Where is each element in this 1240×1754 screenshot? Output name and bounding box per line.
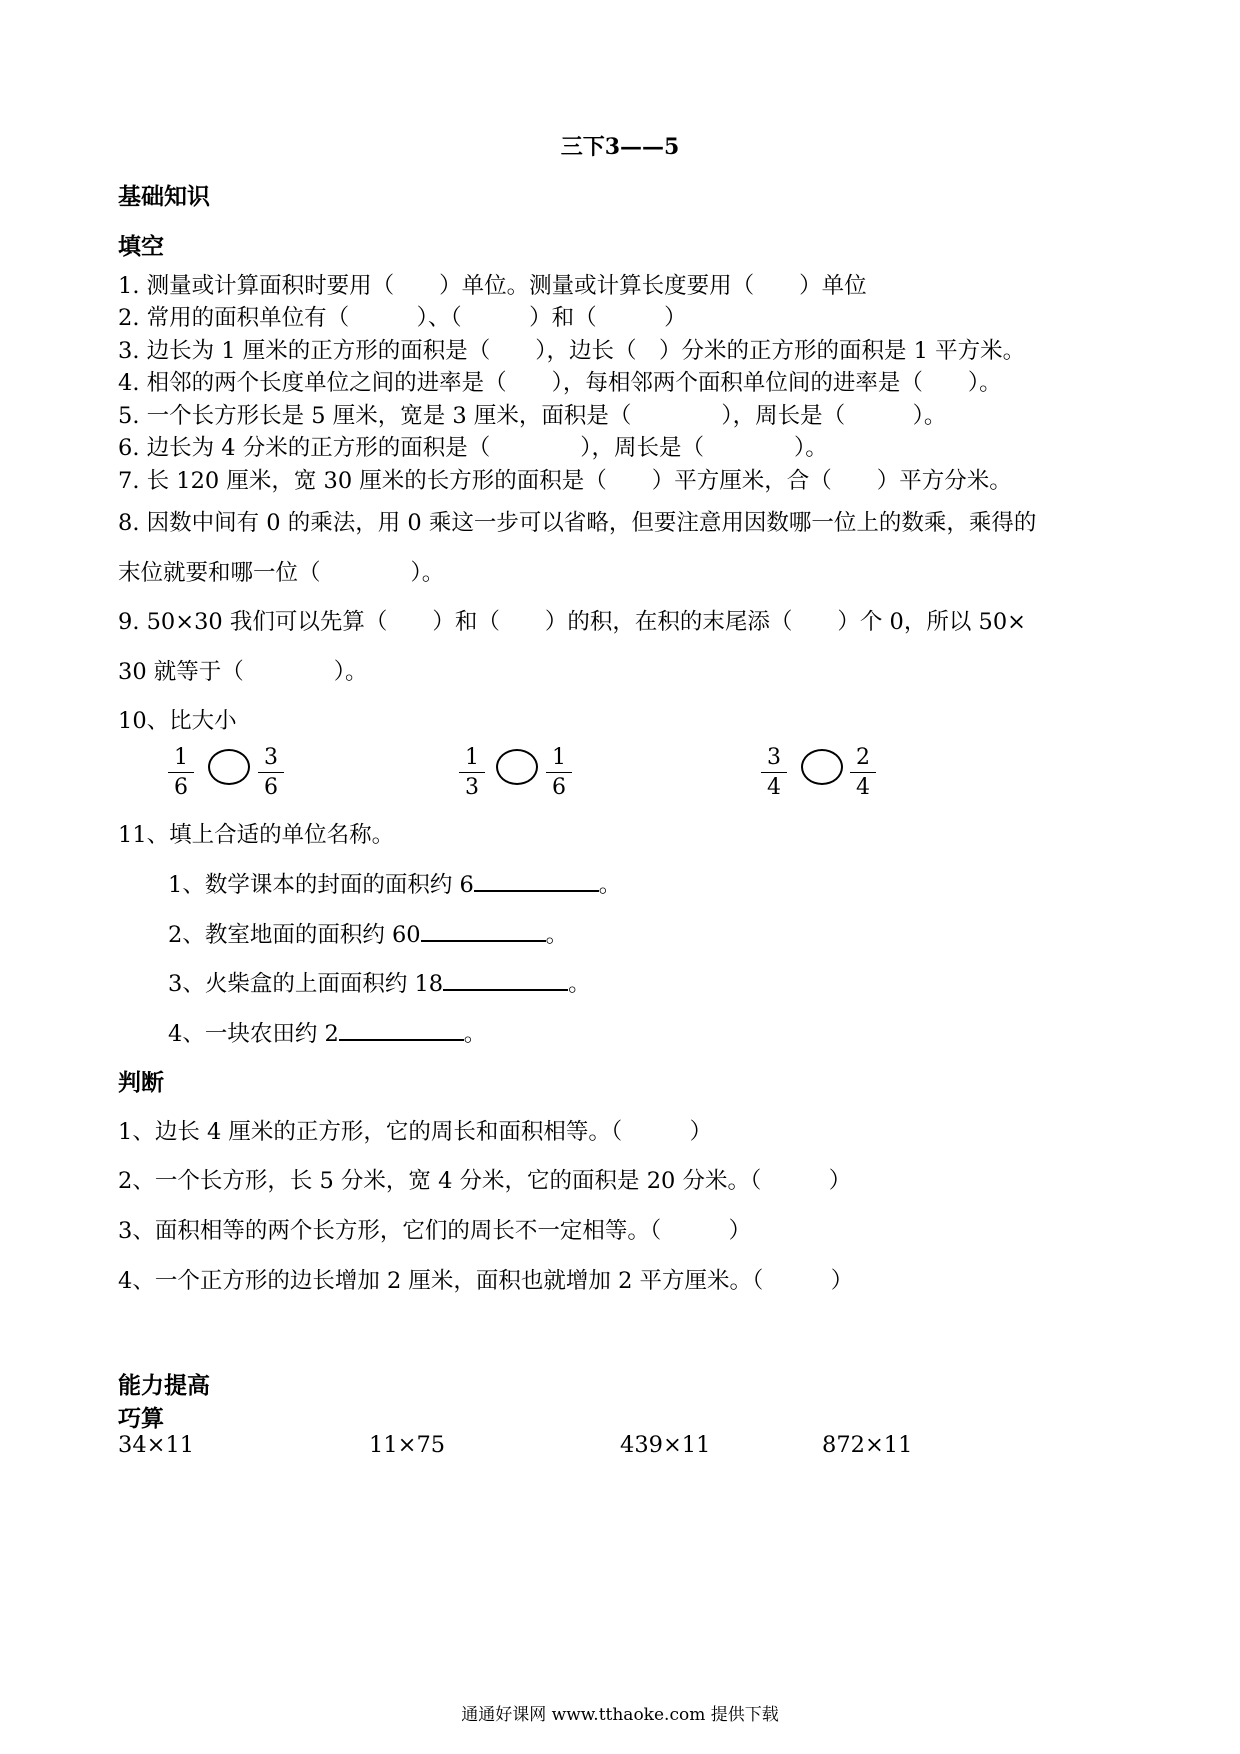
fill-question-2: 2. 常用的面积单位有（ ）、（ ）和（ ） bbox=[118, 305, 687, 331]
fill-question-6: 6. 边长为 4 分米的正方形的面积是（ ），周长是（ ）。 bbox=[118, 435, 828, 461]
units-item-4: 4、一块农田约 2 。 bbox=[168, 1016, 486, 1048]
fill-question-8: 8. 因数中间有 0 的乘法，用 0 乘这一步可以省略，但要注意用因数哪一位上的数乘，乘得的 bbox=[118, 510, 1037, 536]
fill-question-9-cont: 30 就等于（ ）。 bbox=[118, 659, 368, 685]
footer-credit: 通通好课网 www.tthaoke.com 提供下载 bbox=[461, 1705, 779, 1725]
fill-question-5: 5. 一个长方形长是 5 厘米，宽是 3 厘米，面积是（ ），周长是（ ）。 bbox=[118, 403, 947, 429]
answer-blank[interactable] bbox=[443, 967, 568, 991]
answer-blank[interactable] bbox=[474, 868, 599, 892]
judge-question-3: 3、面积相等的两个长方形，它们的周长不一定相等。（ ） bbox=[118, 1218, 752, 1244]
fill-question-9: 9. 50×30 我们可以先算（ ）和（ ）的积，在积的末尾添（ ）个 0，所以 50× bbox=[118, 609, 1026, 635]
answer-blank[interactable] bbox=[339, 1017, 464, 1041]
page-title: 三下3——5 bbox=[560, 134, 680, 160]
fill-question-3: 3. 边长为 1 厘米的正方形的面积是（ ），边长（ ）分米的正方形的面积是 1 平方米。 bbox=[118, 338, 1026, 364]
fraction-right: $\frac{3}{6}$ bbox=[258, 744, 284, 803]
fill-question-8-cont: 末位就要和哪一位（ ）。 bbox=[118, 560, 445, 586]
fill-question-4: 4. 相邻的两个长度单位之间的进率是（ ），每相邻两个面积单位间的进率是（ ）。 bbox=[118, 370, 1002, 396]
units-item-3: 3、火柴盒的上面面积约 18 。 bbox=[168, 966, 591, 998]
answer-blank[interactable] bbox=[421, 918, 546, 942]
calc-item-1: 34×11 bbox=[118, 1432, 195, 1458]
units-item-2: 2、教室地面的面积约 60 。 bbox=[168, 917, 568, 949]
judge-heading: 判断 bbox=[118, 1069, 164, 1096]
fill-heading: 填空 bbox=[118, 233, 164, 260]
judge-question-1: 1、边长 4 厘米的正方形，它的周长和面积相等。（ ） bbox=[118, 1119, 713, 1145]
calc-item-3: 439×11 bbox=[620, 1432, 711, 1458]
fill-question-7: 7. 长 120 厘米，宽 30 厘米的长方形的面积是（ ）平方厘米，合（ ）平方分米。 bbox=[118, 468, 1012, 494]
compare-circle[interactable] bbox=[208, 749, 250, 785]
fraction-left: $\frac{1}{3}$ bbox=[459, 744, 485, 803]
fraction-right: $\frac{2}{4}$ bbox=[850, 744, 876, 803]
compare-heading: 10、比大小 bbox=[118, 708, 237, 734]
fraction-left: $\frac{3}{4}$ bbox=[761, 744, 787, 803]
section-advance-heading: 能力提高 bbox=[118, 1372, 210, 1399]
calc-item-2: 11×75 bbox=[369, 1432, 446, 1458]
judge-question-2: 2、一个长方形，长 5 分米，宽 4 分米，它的面积是 20 分米。（ ） bbox=[118, 1168, 852, 1194]
units-heading: 11、填上合适的单位名称。 bbox=[118, 822, 395, 848]
fraction-left: $\frac{1}{6}$ bbox=[168, 744, 194, 803]
calc-heading: 巧算 bbox=[118, 1405, 164, 1432]
section-basic-heading: 基础知识 bbox=[118, 183, 210, 210]
fraction-right: $\frac{1}{6}$ bbox=[546, 744, 572, 803]
judge-question-4: 4、一个正方形的边长增加 2 厘米，面积也就增加 2 平方厘米。（ ） bbox=[118, 1268, 854, 1294]
compare-circle[interactable] bbox=[801, 749, 843, 785]
fill-question-1: 1. 测量或计算面积时要用（ ）单位。测量或计算长度要用（ ）单位 bbox=[118, 273, 867, 299]
compare-circle[interactable] bbox=[496, 749, 538, 785]
calc-item-4: 872×11 bbox=[822, 1432, 913, 1458]
units-item-1: 1、数学课本的封面的面积约 6 。 bbox=[168, 867, 621, 899]
